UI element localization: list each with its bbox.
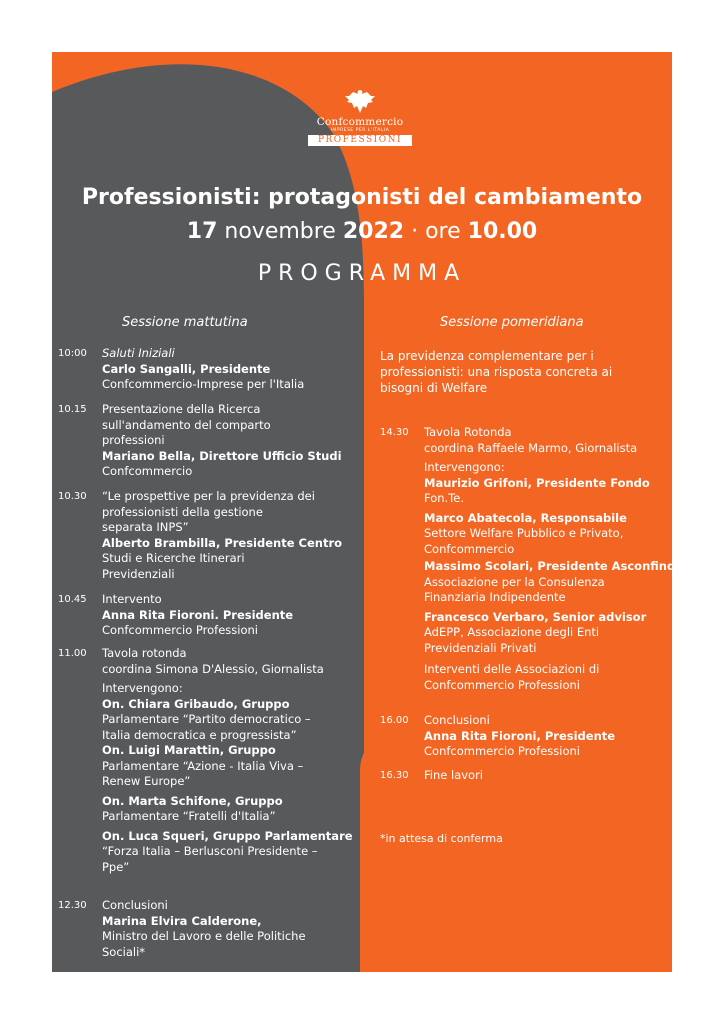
item-line: On. Luigi Marattin, Gruppo <box>102 743 276 757</box>
date-separator: · <box>411 219 419 244</box>
item-line: sull'andamento del comparto <box>102 417 271 432</box>
item-line: Anna Rita Fioroni. Presidente <box>102 607 294 622</box>
item-body <box>102 402 362 480</box>
item-line: Italia democratica e progressista” <box>102 727 297 742</box>
item-line: Previdenziali Privati <box>424 640 537 655</box>
logo-name: Confcommercio <box>316 116 404 128</box>
item-line: Presentazione della Ricerca <box>102 402 261 416</box>
item-line: AdEPP, Associazione degli Enti <box>424 625 600 639</box>
afternoon-intro <box>380 348 612 396</box>
item-line: Confcommercio Professioni <box>424 677 580 692</box>
item-line: Confcommercio-Imprese per l'Italia <box>102 377 305 391</box>
item-line: Ppe” <box>102 859 130 874</box>
item-line: Confcommercio Professioni <box>424 744 580 758</box>
item-body <box>424 768 684 784</box>
item-body <box>424 713 684 760</box>
item-body <box>102 646 362 875</box>
item-time: 10.15 <box>58 404 87 415</box>
item-line: professionisti della gestione <box>102 504 263 519</box>
item-time: 12.30 <box>58 900 87 911</box>
date-ore: ore <box>425 219 461 244</box>
item-line: Mariano Bella, Direttore Ufficio Studi <box>102 448 342 463</box>
programma-heading: PROGRAMMA <box>257 261 467 286</box>
item-line: Parlamentare “Azione - Italia Viva – <box>102 758 304 773</box>
item-line: Massimo Scolari, Presidente Asconfind, <box>424 559 680 573</box>
item-time: 10.30 <box>58 491 87 502</box>
item-line: Confcommercio Professioni <box>102 623 258 637</box>
item-line: Marco Abatecola, Responsabile <box>424 510 627 525</box>
item-line: Marina Elvira Calderone, <box>102 913 262 928</box>
date-year: 2022 <box>342 219 405 244</box>
item-time: 10.45 <box>58 594 87 605</box>
logo-tagline: IMPRESE PER L'ITALIA <box>330 128 390 133</box>
item-body <box>102 592 362 639</box>
event-date <box>0 218 724 246</box>
item-line: Previdenziali <box>102 566 175 581</box>
item-line: On. Chiara Gribaudo, Gruppo <box>102 696 290 711</box>
date-day: 17 <box>186 219 218 244</box>
item-line: Saluti Iniziali <box>102 346 175 360</box>
item-line: “Forza Italia – Berlusconi Presidente – <box>102 844 318 858</box>
item-time: 11.00 <box>58 648 87 659</box>
confcommercio-logo <box>300 88 420 146</box>
item-line: Settore Welfare Pubblico e Privato, <box>424 526 624 540</box>
item-body <box>102 489 362 582</box>
item-line: Ministro del Lavoro e delle Politiche <box>102 929 306 943</box>
item-time: 14.30 <box>380 427 409 438</box>
intro-line: professionisti: una risposta concreta ai <box>380 365 613 379</box>
item-line: Interventi delle Associazioni di <box>424 662 600 676</box>
afternoon-session-title: Sessione pomeridiana <box>440 315 584 330</box>
confirmation-note: *in attesa di conferma <box>380 832 503 845</box>
item-line: Anna Rita Fioroni, Presidente <box>424 728 616 743</box>
intro-line: La previdenza complementare per i <box>380 349 594 363</box>
item-line: Tavola Rotonda <box>424 425 512 439</box>
item-time: 10:00 <box>58 348 87 359</box>
item-line: coordina Simona D'Alessio, Giornalista <box>102 661 324 676</box>
item-line: Parlamentare “Fratelli d'Italia” <box>102 809 276 823</box>
item-line: Maurizio Grifoni, Presidente Fondo <box>424 475 650 490</box>
item-line: Confcommercio <box>102 464 193 478</box>
item-line: Intervento <box>102 592 162 606</box>
item-line: Sociali* <box>102 944 146 959</box>
item-line: coordina Raffaele Marmo, Giornalista <box>424 440 638 455</box>
item-line: Parlamentare “Partito democratico – <box>102 712 311 726</box>
item-body <box>102 346 362 393</box>
item-time: 16.00 <box>380 715 409 726</box>
item-line: “Le prospettive per la previdenza dei <box>102 489 315 503</box>
item-line: Confcommercio <box>424 541 515 556</box>
item-line: professioni <box>102 433 165 447</box>
item-line: Finanziaria Indipendente <box>424 590 566 604</box>
item-line: Fon.Te. <box>424 491 464 505</box>
eagle-icon <box>343 88 377 114</box>
item-line: Conclusioni <box>102 898 168 912</box>
item-line: Studi e Ricerche Itinerari <box>102 551 245 565</box>
gray-panel-lower <box>360 730 672 972</box>
date-time: 10.00 <box>467 219 538 244</box>
logo-sub: PROFESSIONI <box>308 135 412 146</box>
item-line: Tavola rotonda <box>102 646 187 660</box>
item-line: Fine lavori <box>424 768 483 782</box>
item-line: On. Luca Squeri, Gruppo Parlamentare <box>102 828 353 843</box>
item-line: Alberto Brambilla, Presidente Centro <box>102 535 343 550</box>
item-line: separata INPS” <box>102 520 189 534</box>
item-body <box>102 898 362 960</box>
morning-session-title: Sessione mattutina <box>122 315 248 330</box>
page-title: Professionisti: protagonisti del cambiamento <box>81 185 643 210</box>
item-line: Intervengono: <box>424 460 505 474</box>
item-line: Carlo Sangalli, Presidente <box>102 361 271 376</box>
item-body <box>424 425 684 693</box>
item-line: Renew Europe” <box>102 774 191 788</box>
item-line: Francesco Verbaro, Senior advisor <box>424 609 647 624</box>
intro-line: bisogni di Welfare <box>380 381 488 395</box>
item-line: On. Marta Schifone, Gruppo <box>102 793 283 808</box>
date-month: novembre <box>224 219 336 244</box>
item-line: Conclusioni <box>424 713 490 727</box>
item-time: 16.30 <box>380 770 409 781</box>
item-line: Associazione per la Consulenza <box>424 574 605 589</box>
item-line: Intervengono: <box>102 681 183 695</box>
